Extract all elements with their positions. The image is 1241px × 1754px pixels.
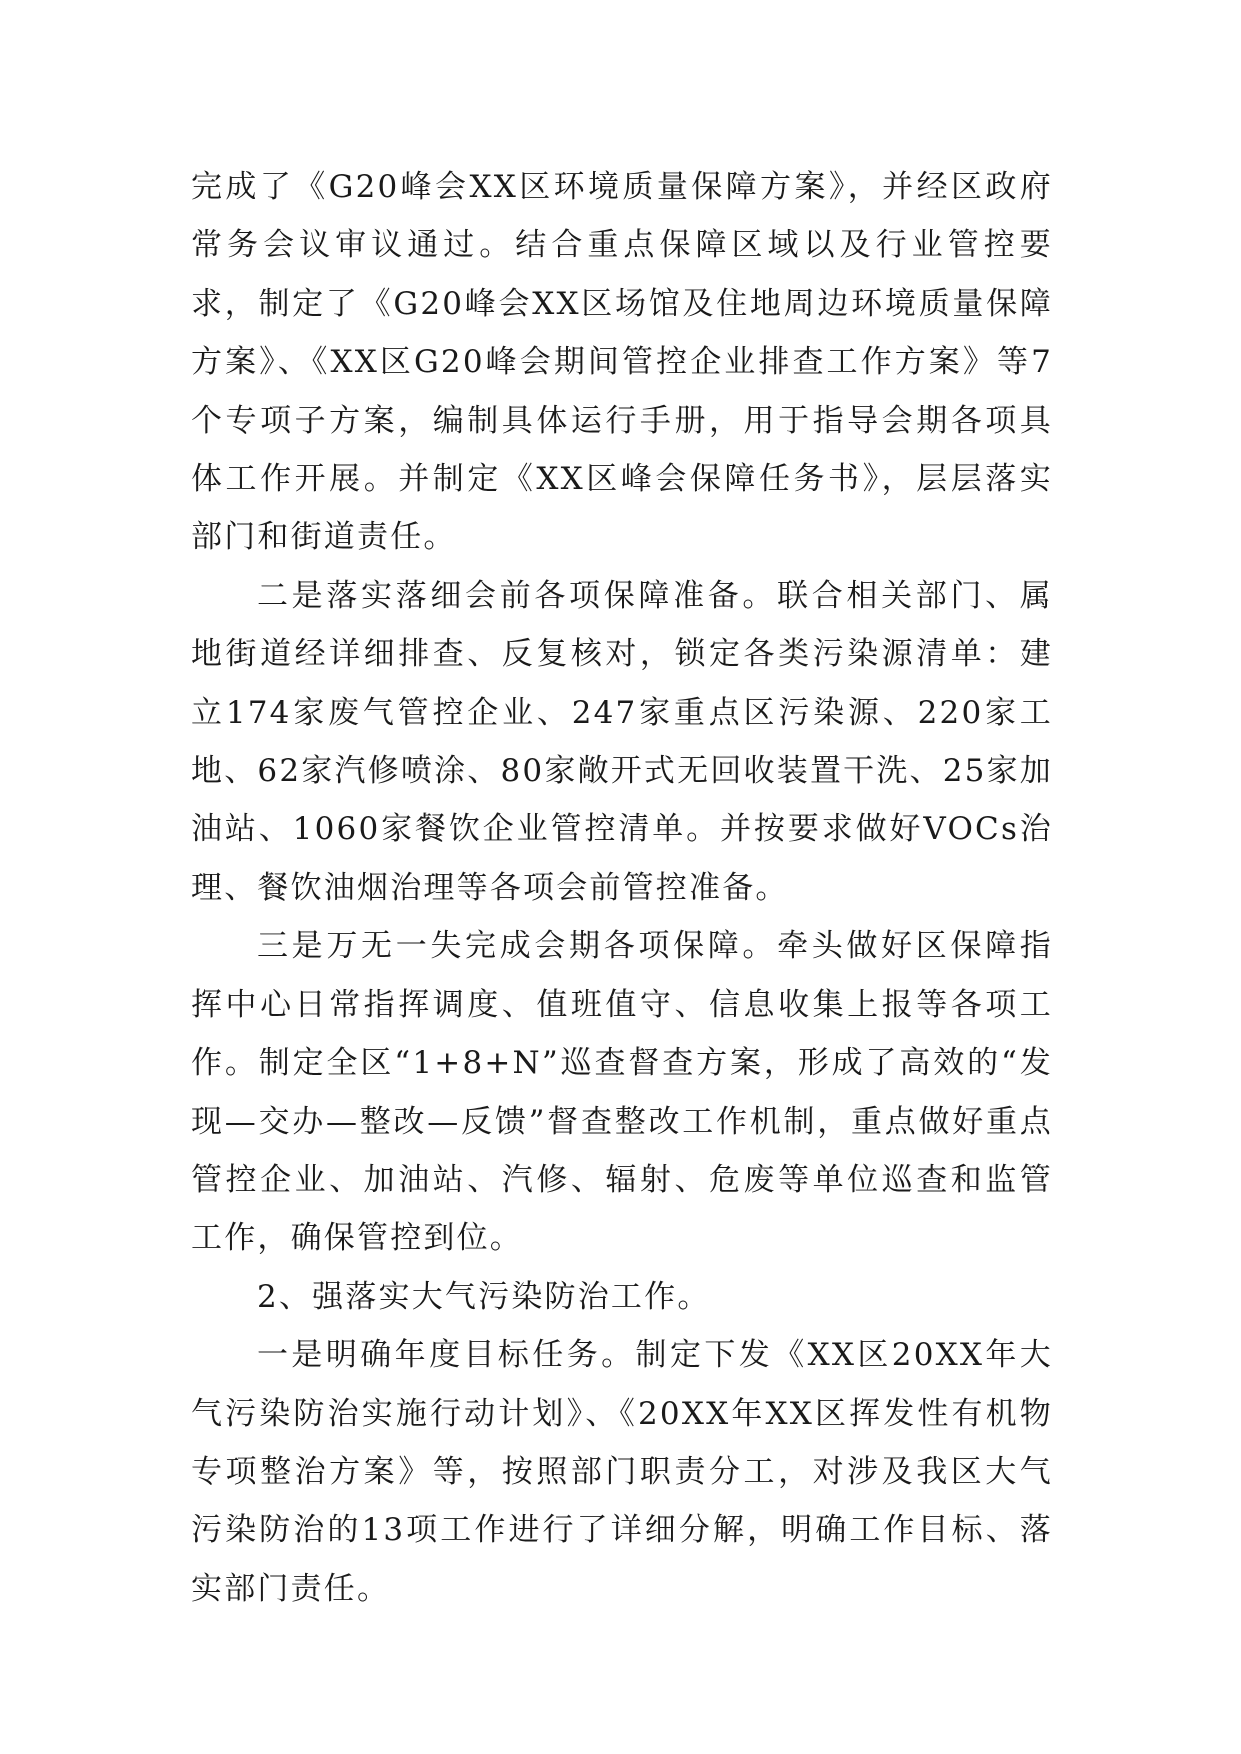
document-body xyxy=(191,158,1053,1618)
paragraph-4: 2、强落实大气污染防治工作。 xyxy=(257,1278,711,1315)
paragraph-1: 完成了《G20峰会XX区环境质量保障方案》，并经区政府常务会议审议通过。结合重点保障区域以及行业管控要求，制定了《G20峰会XX区场馆及住地周边环境质量保障方案》、《XX区G20峰会期间管控企业排查工作方案》等7个专项子方案，编制具体运行手册，用于指导会期各项具体工作开展。并制定《XX区峰会保障任务书》，层层落实部门和街道责任。 xyxy=(191,169,1053,556)
paragraph-2: 二是落实落细会前各项保障准备。联合相关部门、属地街道经详细排查、反复核对，锁定各类污染源清单：建立174家废气管控企业、247家重点区污染源、220家工地、62家汽修喷涂、80家敞开式无回收装置干洗、25家加油站、1060家餐饮企业管控清单。并按要求做好VOCs治理、餐饮油烟治理等各项会前管控准备。 xyxy=(191,577,1053,906)
paragraph-5: 一是明确年度目标任务。制定下发《XX区20XX年大气污染防治实施行动计划》、《20XX年XX区挥发性有机物专项整治方案》等，按照部门职责分工，对涉及我区大气污染防治的13项工作进行了详细分解，明确工作目标、落实部门责任。 xyxy=(191,1337,1053,1607)
paragraph-3: 三是万无一失完成会期各项保障。牵头做好区保障指挥中心日常指挥调度、值班值守、信息收集上报等各项工作。制定全区“1+8+N”巡查督查方案，形成了高效的“发现—交办—整改—反馈”督查整改工作机制，重点做好重点管控企业、加油站、汽修、辐射、危废等单位巡查和监管工作，确保管控到位。 xyxy=(191,928,1053,1257)
